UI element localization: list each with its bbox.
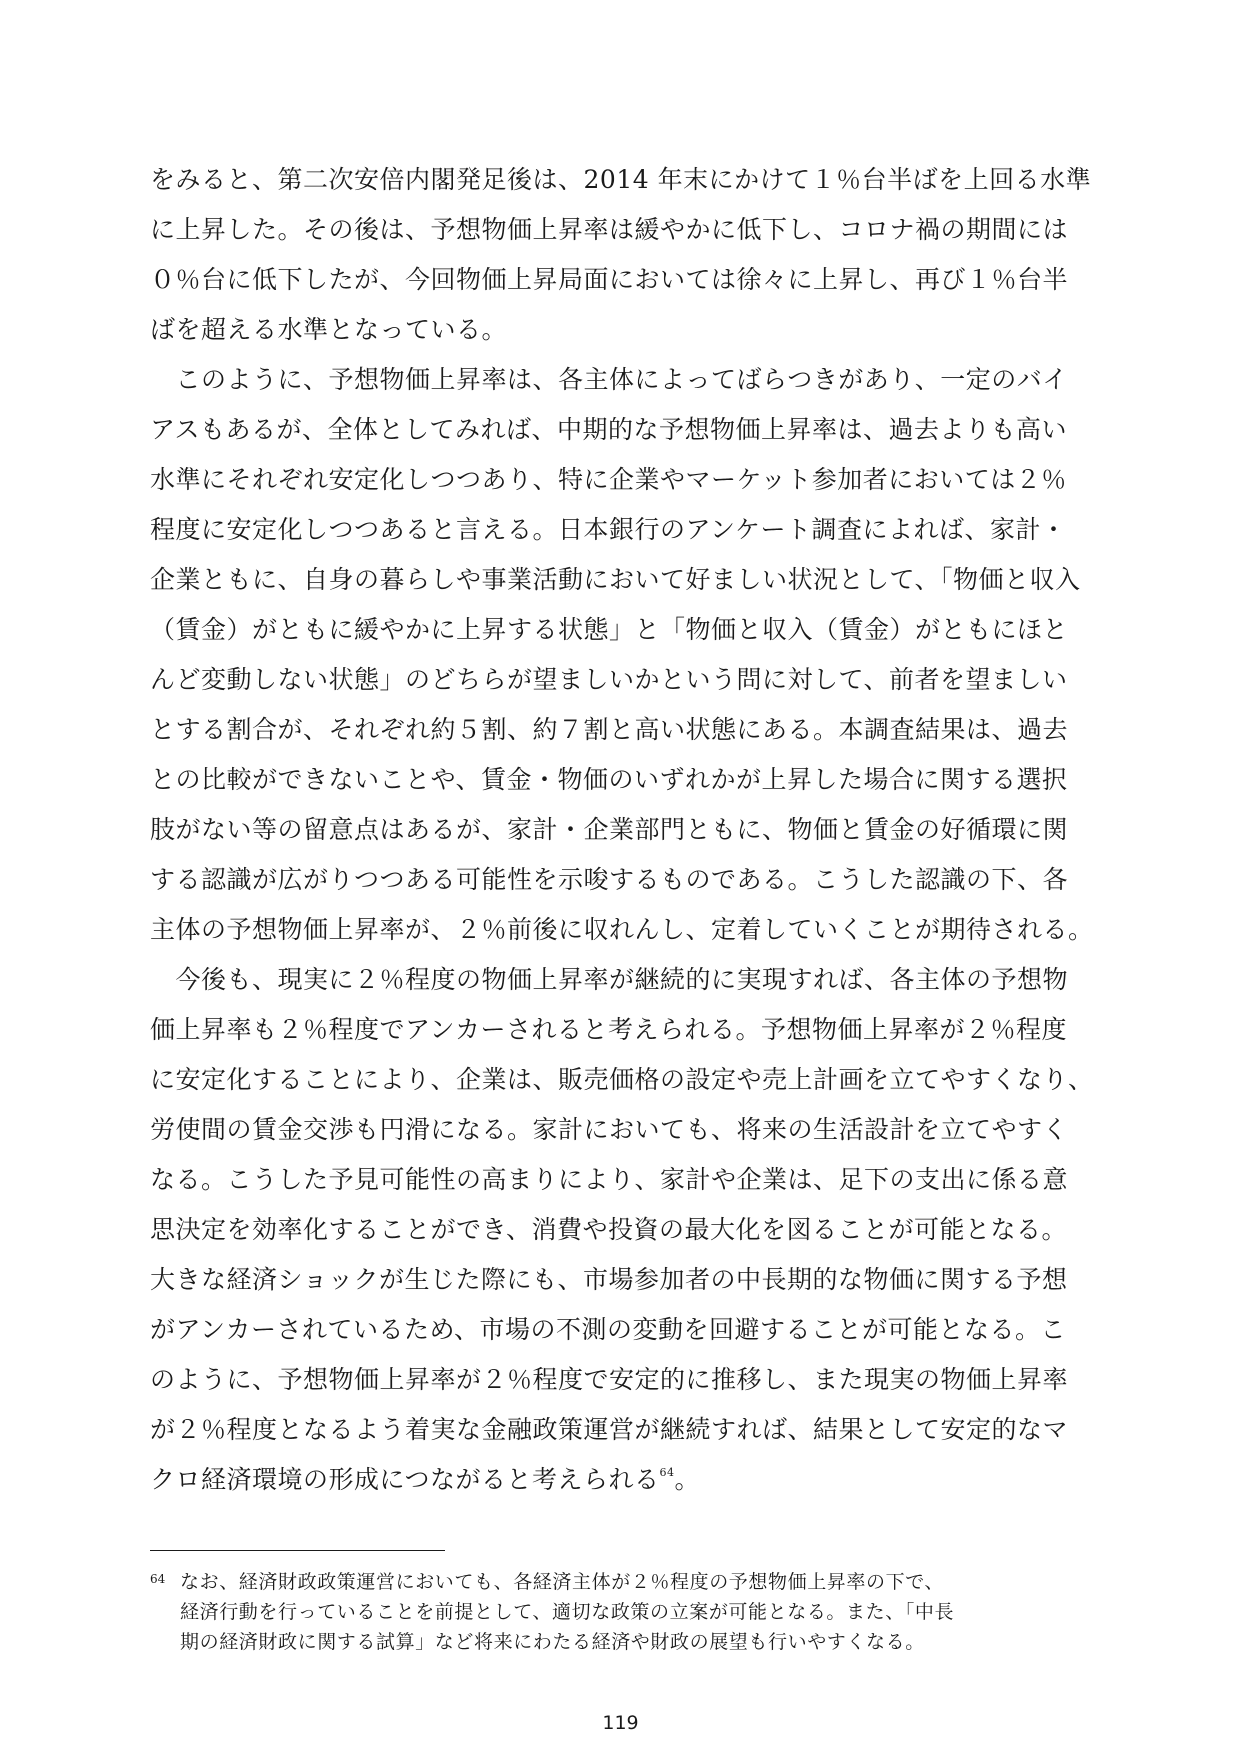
footnote-line: なお、経済財政政策運営においても、各経済主体が２％程度の予想物価上昇率の下で、: [180, 1571, 945, 1593]
body-line: 価上昇率も２％程度でアンカーされると考えられる。予想物価上昇率が２％程度: [150, 1015, 1068, 1044]
body-line: 思決定を効率化することができ、消費や投資の最大化を図ることが可能となる。: [150, 1215, 1068, 1244]
footnote-line: 経済行動を行っていることを前提として、適切な政策の立案が可能となる。また、「中長: [180, 1601, 955, 1623]
body-line-last: [150, 1460, 1098, 1500]
body-line: 肢がない等の留意点はあるが、家計・企業部門ともに、物価と賃金の好循環に関: [150, 815, 1069, 844]
body-line: 主体の予想物価上昇率が、２％前後に収れんし、定着していくことが期待される。: [150, 915, 1094, 944]
body-line: のように、予想物価上昇率が２％程度で安定的に推移し、また現実の物価上昇率: [150, 1365, 1069, 1394]
body-line-tail: 。: [674, 1465, 701, 1494]
body-line: なる。こうした予見可能性の高まりにより、家計や企業は、足下の支出に係る意: [150, 1165, 1069, 1194]
body-line-text: クロ経済環境の形成につながると考えられる: [150, 1465, 660, 1494]
body-line: との比較ができないことや、賃金・物価のいずれかが上昇した場合に関する選択: [150, 765, 1068, 794]
body-line: をみると、第二次安倍内閣発足後は、2014 年末にかけて１％台半ばを上回る水準: [150, 165, 1092, 194]
footnote-reference[interactable]: 64: [659, 1466, 675, 1479]
page-number: 119: [602, 1712, 639, 1734]
body-line: （賃金）がともに緩やかに上昇する状態」と「物価と収入（賃金）がともにほと: [150, 615, 1069, 644]
body-line: 企業ともに、自身の暮らしや事業活動において好ましい状況として、「物価と収入: [150, 565, 1081, 594]
footnote-line: 期の経済財政に関する試算」など将来にわたる経済や財政の展望も行いやすくなる。: [180, 1631, 925, 1653]
body-line: ０％台に低下したが、今回物価上昇局面においては徐々に上昇し、再び１％台半: [150, 265, 1069, 294]
body-line: とする割合が、それぞれ約５割、約７割と高い状態にある。本調査結果は、過去: [150, 715, 1069, 744]
body-line: アスもあるが、全体としてみれば、中期的な予想物価上昇率は、過去よりも高い: [150, 415, 1068, 444]
body-line: 水準にそれぞれ安定化しつつあり、特に企業やマーケット参加者においては２％: [150, 465, 1067, 494]
body-line: 程度に安定化しつつあると言える。日本銀行のアンケート調査によれば、家計・: [150, 515, 1067, 544]
body-line: が２％程度となるよう着実な金融政策運営が継続すれば、結果として安定的なマ: [150, 1415, 1069, 1444]
body-line: ばを超える水準となっている。: [150, 315, 508, 344]
body-line: 大きな経済ショックが生じた際にも、市場参加者の中長期的な物価に関する予想: [150, 1265, 1068, 1294]
body-line: 労使間の賃金交渉も円滑になる。家計においても、将来の生活設計を立てやすく: [150, 1115, 1069, 1144]
body-line: に安定化することにより、企業は、販売価格の設定や売上計画を立てやすくなり、: [150, 1065, 1094, 1094]
body-line: に上昇した。その後は、予想物価上昇率は緩やかに低下し、コロナ禍の期間には: [150, 215, 1069, 244]
body-line: んど変動しない状態」のどちらが望ましいかという問に対して、前者を望ましい: [150, 665, 1068, 694]
footnote-separator: [150, 1550, 445, 1551]
body-line: このように、予想物価上昇率は、各主体によってばらつきがあり、一定のバイ: [150, 365, 1068, 394]
footnote-number: 64: [150, 1572, 166, 1586]
body-line: する認識が広がりつつある可能性を示唆するものである。こうした認識の下、各: [150, 865, 1069, 894]
body-line: 今後も、現実に２％程度の物価上昇率が継続的に実現すれば、各主体の予想物: [150, 965, 1069, 994]
body-line: がアンカーされているため、市場の不測の変動を回避することが可能となる。こ: [150, 1315, 1067, 1344]
